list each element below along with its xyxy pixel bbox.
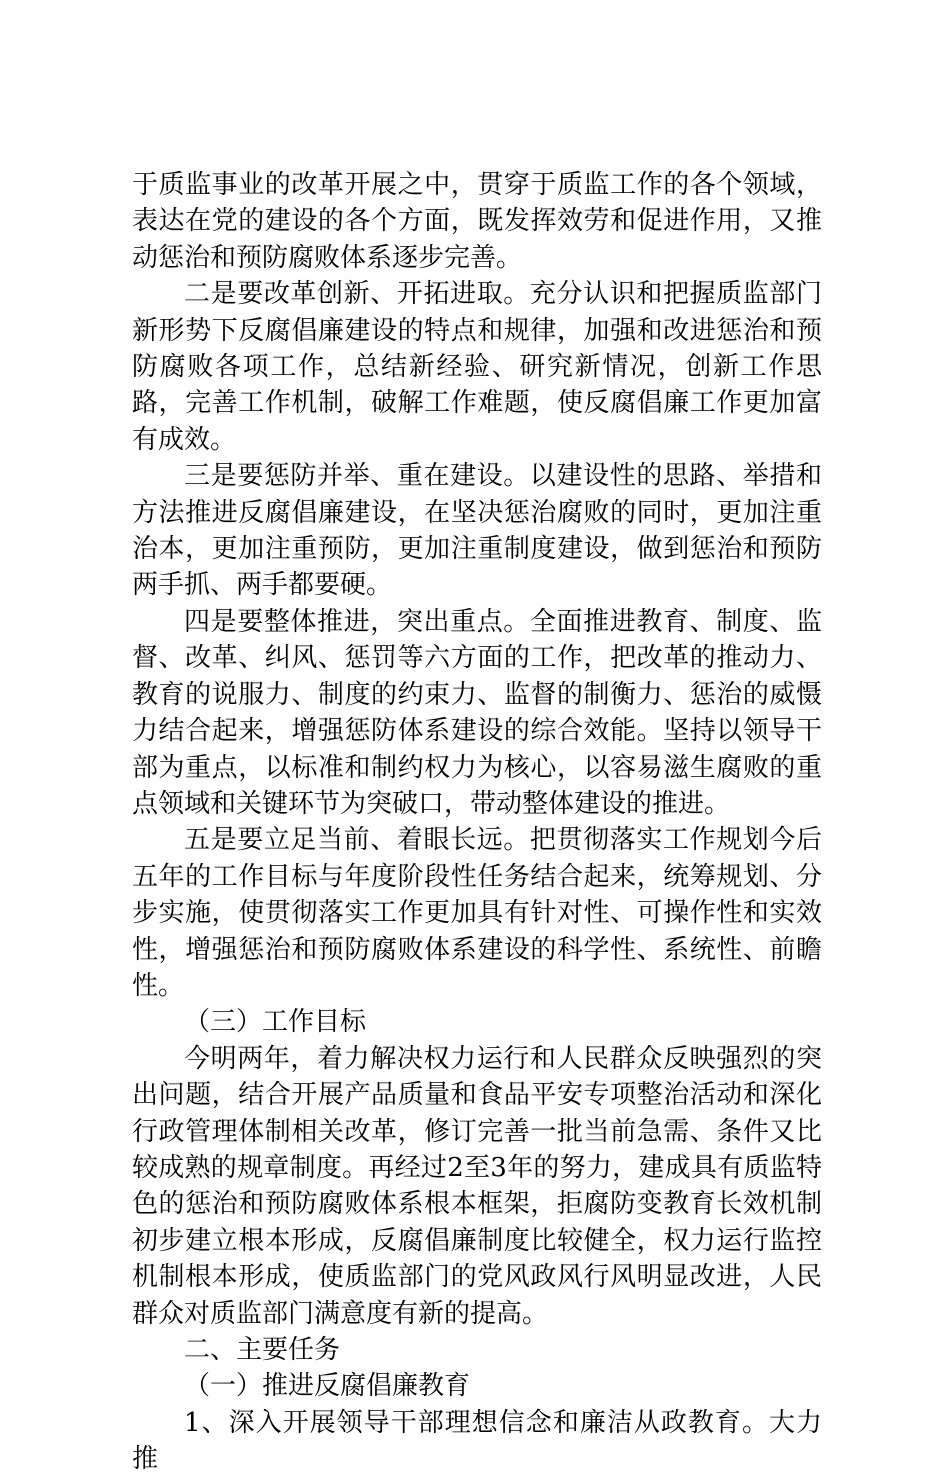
document-body <box>132 167 822 1478</box>
paragraph-task-one: 1、深入开展领导干部理想信念和廉洁从政教育。大力推 <box>132 1407 822 1475</box>
section-heading-main-tasks: 二、主要任务 <box>184 1335 341 1365</box>
paragraph-point-three: 三是要惩防并举、重在建设。以建设性的思路、举措和方法推进反腐倡廉建设，在坚决惩治腐败的同时，更加注重治本，更加注重预防，更加注重制度建设，做到惩治和预防两手抓、两手都要硬。 <box>132 461 822 601</box>
subsection-heading-education: （一）推进反腐倡廉教育 <box>184 1371 471 1402</box>
paragraph-point-four: 四是要整体推进，突出重点。全面推进教育、制度、监督、改革、纠风、惩罚等六方面的工作，把改革的推动力、教育的说服力、制度的约束力、监督的制衡力、惩治的威慑力结合起来，增强惩防体系建设的综合效能。坚持以领导干部为重点，以标准和制约权力为核心，以容易滋生腐败的重点领域和关键环节为突破口，带动整体建设的推进。 <box>132 606 822 819</box>
section-heading-work-goals: （三）工作目标 <box>184 1007 367 1038</box>
paragraph-point-five: 五是要立足当前、着眼长远。把贯彻落实工作规划今后五年的工作目标与年度阶段性任务结合起来，统筹规划、分步实施，使贯彻落实工作更加具有针对性、可操作性和实效性，增强惩治和预防腐败体系建设的科学性、系统性、前瞻性。 <box>132 825 822 1001</box>
paragraph-continuation: 于质监事业的改革开展之中，贯穿于质监工作的各个领域，表达在党的建设的各个方面，既发挥效劳和促进作用，又推动惩治和预防腐败体系逐步完善。 <box>132 170 822 273</box>
paragraph-work-goals: 今明两年，着力解决权力运行和人民群众反映强烈的突出问题，结合开展产品质量和食品平安专项整治活动和深化行政管理体制相关改革，修订完善一批当前急需、条件又比较成熟的规章制度。再经过2至3年的努力，建成具有质监特色的惩治和预防腐败体系根本框架，拒腐防变教育长效机制初步建立根本形成，反腐倡廉制度比较健全，权力运行监控机制根本形成，使质监部门的党风政风行风明显改进，人民群众对质监部门满意度有新的提高。 <box>132 1043 822 1329</box>
paragraph-point-two: 二是要改革创新、开拓进取。充分认识和把握质监部门新形势下反腐倡廉建设的特点和规律，加强和改进惩治和预防腐败各项工作，总结新经验、研究新情况，创新工作思路，完善工作机制，破解工作难题，使反腐倡廉工作更加富有成效。 <box>132 279 822 455</box>
